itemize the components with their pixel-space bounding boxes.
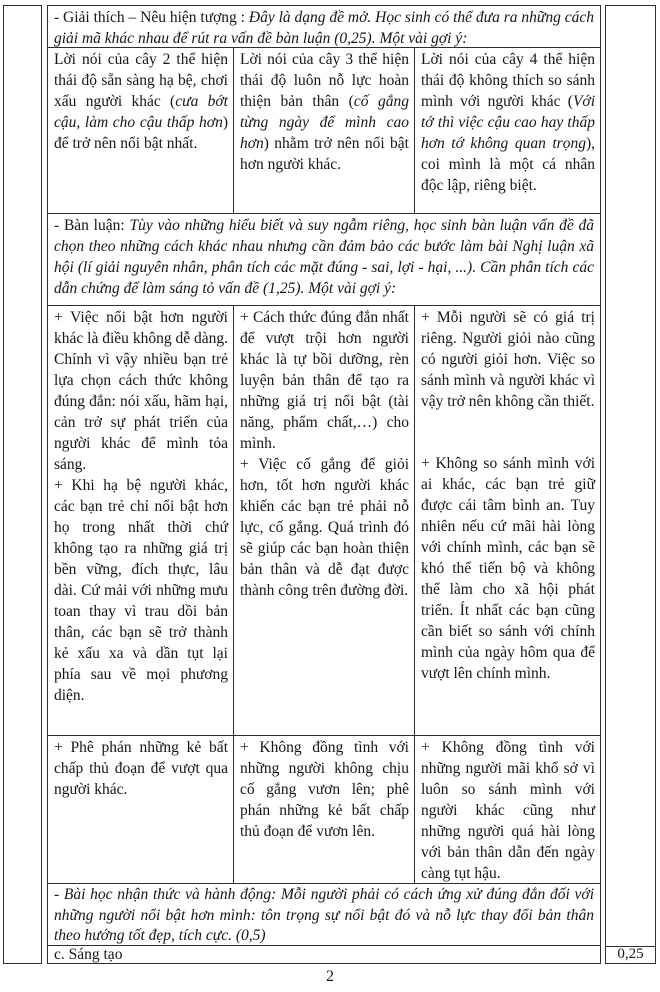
row-sang-tao xyxy=(48,946,600,963)
goi-y-1-p1: + Việc nổi bật hơn người khác là điều không dễ dàng. Chính vì vậy nhiều bạn trẻ lựa chọn cách thức không đúng đắn: nói xấu, hãm hại, cản trở sự phát triển của người khác để mình tỏa sáng. xyxy=(54,309,228,473)
giai-thich-italic-text: Đây là dạng đề mở. Học sinh có thể đưa ra những cách giải mã khác nhau để rút ra vấn đề bàn luận (0,25). Một vài gợi ý: xyxy=(54,9,594,47)
cay4-quote: Với tớ thì việc cậu cao hay thấp hơn tớ không quan trọng xyxy=(421,93,595,152)
page-number: 2 xyxy=(326,968,334,985)
cell-cay4 xyxy=(415,48,600,213)
phe-phan-1: + Phê phán những kẻ bất chấp thủ đoạn để vượt qua người khác. xyxy=(54,739,228,798)
goi-y-3-p1: + Mỗi người sẽ có giá trị riêng. Người giỏi nào cũng có người giỏi hơn. Việc so sánh mình và người khác vì vậy trở nên không cần thiết. xyxy=(421,309,595,410)
goi-y-2-p1: + Cách thức đúng đắn nhất để vượt trội hơn người khác là tự bồi dưỡng, rèn luyện bản thân để tạo ra những giá trị nổi bật (tài năng, phẩm chất,…) cho mình. xyxy=(240,309,409,452)
cell-goi-y-3 xyxy=(415,306,600,735)
giai-thich-lead: - Giải thích – Nêu hiện tượng : xyxy=(54,9,249,26)
ban-luan-paragraph xyxy=(54,215,594,299)
cay4-text-end: ), coi mình là một cá nhân độc lập, riêng biệt. xyxy=(421,135,595,194)
cell-goi-y-1 xyxy=(48,306,234,735)
cay3-quote: cố gắng từng ngày để mình cao hơn xyxy=(240,93,409,152)
cell-phe-phan-1 xyxy=(48,736,234,883)
score-column xyxy=(605,5,656,964)
sang-tao-score: 0,25 xyxy=(606,946,655,963)
row-phe-phan xyxy=(48,736,600,884)
sang-tao-label: c. Sáng tạo xyxy=(54,946,123,963)
cay4-paragraph xyxy=(421,49,595,196)
ban-luan-italic-text: Tùy vào những hiểu biết và suy ngẫm riêng, học sinh bàn luận vấn đề đã chọn theo những cách khác nhau nhưng cần đảm bảo các bước làm bài Nghị luận xã hội (lí giải nguyên nhân, phân tích các mặt đúng - sai, lợi - hại, ...). Cần phân tích các dẫn chứng để làm sáng tỏ vấn đề (1,25). Một vài gợi ý: xyxy=(54,217,595,297)
cay3-paragraph xyxy=(240,49,409,175)
row-ban-luan xyxy=(48,214,600,306)
score-column-empty xyxy=(606,6,655,946)
cell-phe-phan-2 xyxy=(234,736,415,883)
giai-thich-paragraph xyxy=(54,7,594,48)
goi-y-1-p2: + Khi hạ bệ người khác, các bạn trẻ chỉ nổi bật hơn họ trong nhất thời chứ không tạo ra những giá trị bền vững, đích thực, lâu dài. Cứ mải với những mưu toan thay vì trau dồi bản thân, các bạn sẽ trở thành kẻ xấu xa và dần tụt lại phía sau về mọi phương diện. xyxy=(54,477,228,704)
left-margin-column xyxy=(3,5,42,964)
goi-y-2-p2: + Việc cố gắng để giỏi hơn, tốt hơn người khác khiến các bạn trẻ phải nỗ lực, cố gắng. Quá trình đó sẽ giúp các bạn hoàn thiện bản thân và dễ đạt được thành công trên đường đời. xyxy=(240,456,409,599)
cay2-text-end: ) để trở nên nổi bật nhất. xyxy=(54,114,228,152)
cay2-quote: cưa bớt cậu, làm cho cậu thấp hơn xyxy=(54,93,228,131)
cell-cay2 xyxy=(48,48,234,213)
phe-phan-2: + Không đồng tình với những người không chịu cố gắng vươn lên; phê phán những kẻ bất chấp thủ đoạn để vươn lên. xyxy=(240,739,409,840)
cell-goi-y-2 xyxy=(234,306,415,735)
cay3-text: Lời nói của cây 3 thể hiện thái độ luôn nỗ lực hoàn thiện bản thân ( xyxy=(240,51,409,110)
cay4-text: Lời nói của cây 4 thể hiện thái độ không thích so sánh mình với người khác ( xyxy=(421,51,595,110)
row-bai-hoc xyxy=(48,884,600,946)
cay3-text-end: ) nhằm trở nên nổi bật hơn người khác. xyxy=(240,135,409,173)
cay2-text: Lời nói của cây 2 thể hiện thái độ sẵn sàng hạ bệ, chơi xấu người khác ( xyxy=(54,51,228,110)
bai-hoc-paragraph: - Bài học nhận thức và hành động: Mỗi người phải có cách ứng xử đúng đắn đối với những người nổi bật hơn mình: tôn trọng sự nổi bật đó và nỗ lực thay đổi bản thân theo hướng tốt đẹp, tích cực. (0,5) xyxy=(54,886,594,944)
phe-phan-3: + Không đồng tình với những người mãi khổ sở vì luôn so sánh mình với người khác cũng như những người quá hài lòng với bản thân dẫn đến ngày càng tụt hậu. xyxy=(421,739,595,882)
cell-cay3 xyxy=(234,48,415,213)
row-giai-thich xyxy=(48,6,600,48)
ban-luan-lead: - Bàn luận: xyxy=(54,217,130,234)
answer-key-table xyxy=(47,5,601,964)
row-goi-y-ban-luan xyxy=(48,306,600,736)
cell-phe-phan-3 xyxy=(415,736,600,883)
cay2-paragraph xyxy=(54,49,228,154)
row-loi-noi-cac-cay xyxy=(48,48,600,214)
goi-y-3-p2: + Không so sánh mình với ai khác, các bạn trẻ giữ được cái tâm bình an. Tuy nhiên nếu cứ mãi hài lòng với chính mình, các bạn sẽ khó thể tiến bộ và không thể làm cho xã hội phát triển. Ít nhất các bạn cũng cần biết so sánh với chính mình của ngày hôm qua để vượt lên chính mình. xyxy=(421,455,595,682)
